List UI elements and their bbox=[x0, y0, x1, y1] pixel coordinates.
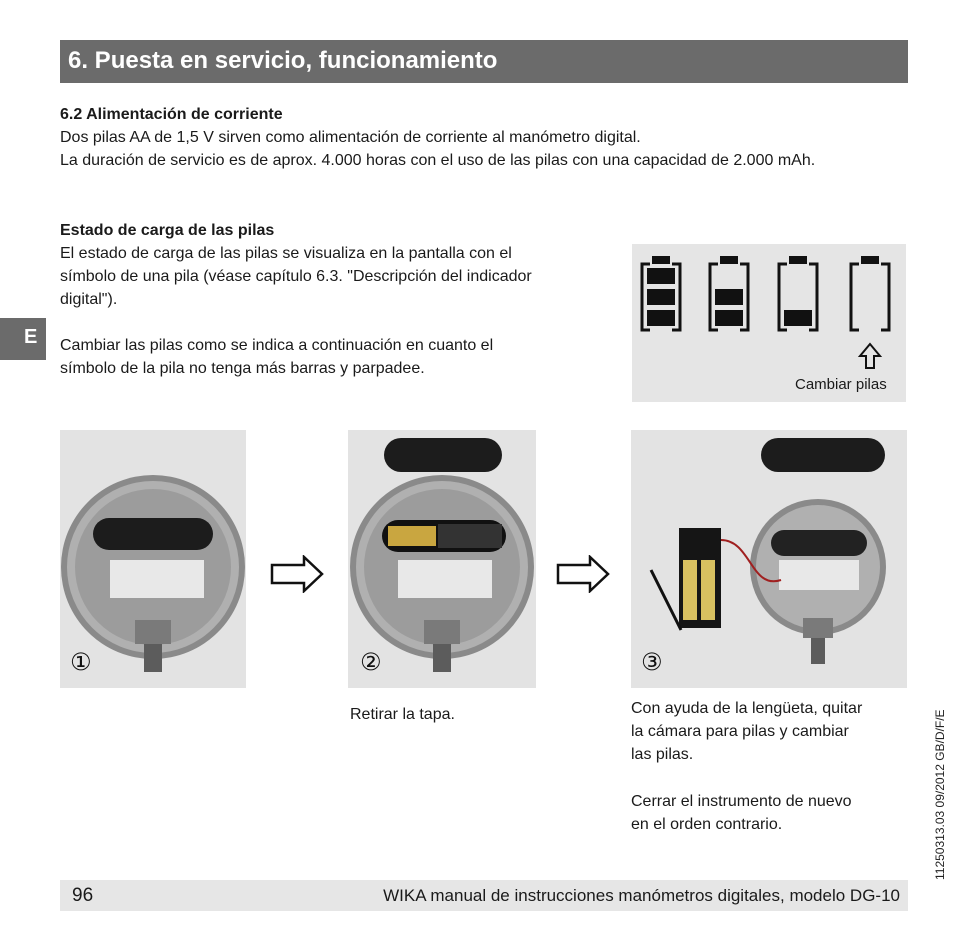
battery-icon-level-2 bbox=[710, 256, 748, 330]
step-2-caption: Retirar la tapa. bbox=[350, 706, 455, 723]
step-1-number: ① bbox=[70, 648, 92, 676]
battery-bar bbox=[715, 289, 743, 305]
battery-state-heading: Estado de carga de las pilas bbox=[60, 222, 275, 239]
power-text-line-1: Dos pilas AA de 1,5 V sirven como alimentación de corriente al manómetro digital. bbox=[60, 129, 641, 146]
battery-icon-level-0 bbox=[851, 256, 889, 330]
right-arrow-icon bbox=[270, 555, 326, 593]
battery-bar bbox=[715, 310, 743, 326]
step-2-photo bbox=[348, 430, 536, 688]
battery-bar bbox=[647, 268, 675, 284]
battery-state-line-3: digital"). bbox=[60, 291, 118, 308]
step-2-number: ② bbox=[360, 648, 382, 676]
language-tab bbox=[0, 318, 46, 360]
battery-state-line-2: símbolo de una pila (véase capítulo 6.3. "Descripción del indicador bbox=[60, 268, 532, 285]
battery-change-line-1: Cambiar las pilas como se indica a continuación en cuanto el bbox=[60, 337, 494, 354]
step-1-photo bbox=[60, 430, 246, 688]
battery-bar bbox=[647, 310, 675, 326]
battery-bar bbox=[784, 310, 812, 326]
page-footer bbox=[60, 880, 908, 911]
battery-change-caption: Cambiar pilas bbox=[795, 376, 887, 393]
section-title: 6. Puesta en servicio, funcionamiento bbox=[68, 47, 498, 74]
language-tab-label: E bbox=[24, 326, 38, 348]
page-number: 96 bbox=[72, 885, 94, 906]
up-arrow-icon bbox=[860, 344, 880, 368]
subsection-heading: 6.2 Alimentación de corriente bbox=[60, 106, 283, 123]
manual-title: WIKA manual de instrucciones manómetros digitales, modelo DG-10 bbox=[383, 886, 900, 905]
step-3-photo bbox=[631, 430, 907, 688]
section-title-bar bbox=[60, 40, 908, 83]
step-3-number: ③ bbox=[641, 648, 663, 676]
battery-icon-level-3 bbox=[642, 256, 680, 330]
battery-icon-level-1 bbox=[779, 256, 817, 330]
step-3-caption-line-2: la cámara para pilas y cambiar bbox=[631, 723, 849, 740]
step-3-caption-line-5: Cerrar el instrumento de nuevo bbox=[631, 793, 852, 810]
step-3-caption-line-1: Con ayuda de la lengüeta, quitar bbox=[631, 700, 863, 717]
step-3-caption-line-3: las pilas. bbox=[631, 746, 694, 763]
step-3-caption-line-6: en el orden contrario. bbox=[631, 816, 783, 833]
battery-change-line-2: símbolo de la pila no tenga más barras y parpadee. bbox=[60, 360, 425, 377]
battery-bar bbox=[647, 289, 675, 305]
document-code: 11250313.03 09/2012 GB/D/F/E bbox=[933, 709, 947, 880]
power-text-line-2: La duración de servicio es de aprox. 4.000 horas con el uso de las pilas con una capacidad de 2.000 mAh. bbox=[60, 152, 816, 169]
battery-state-line-1: El estado de carga de las pilas se visualiza en la pantalla con el bbox=[60, 245, 512, 262]
right-arrow-icon bbox=[556, 555, 612, 593]
